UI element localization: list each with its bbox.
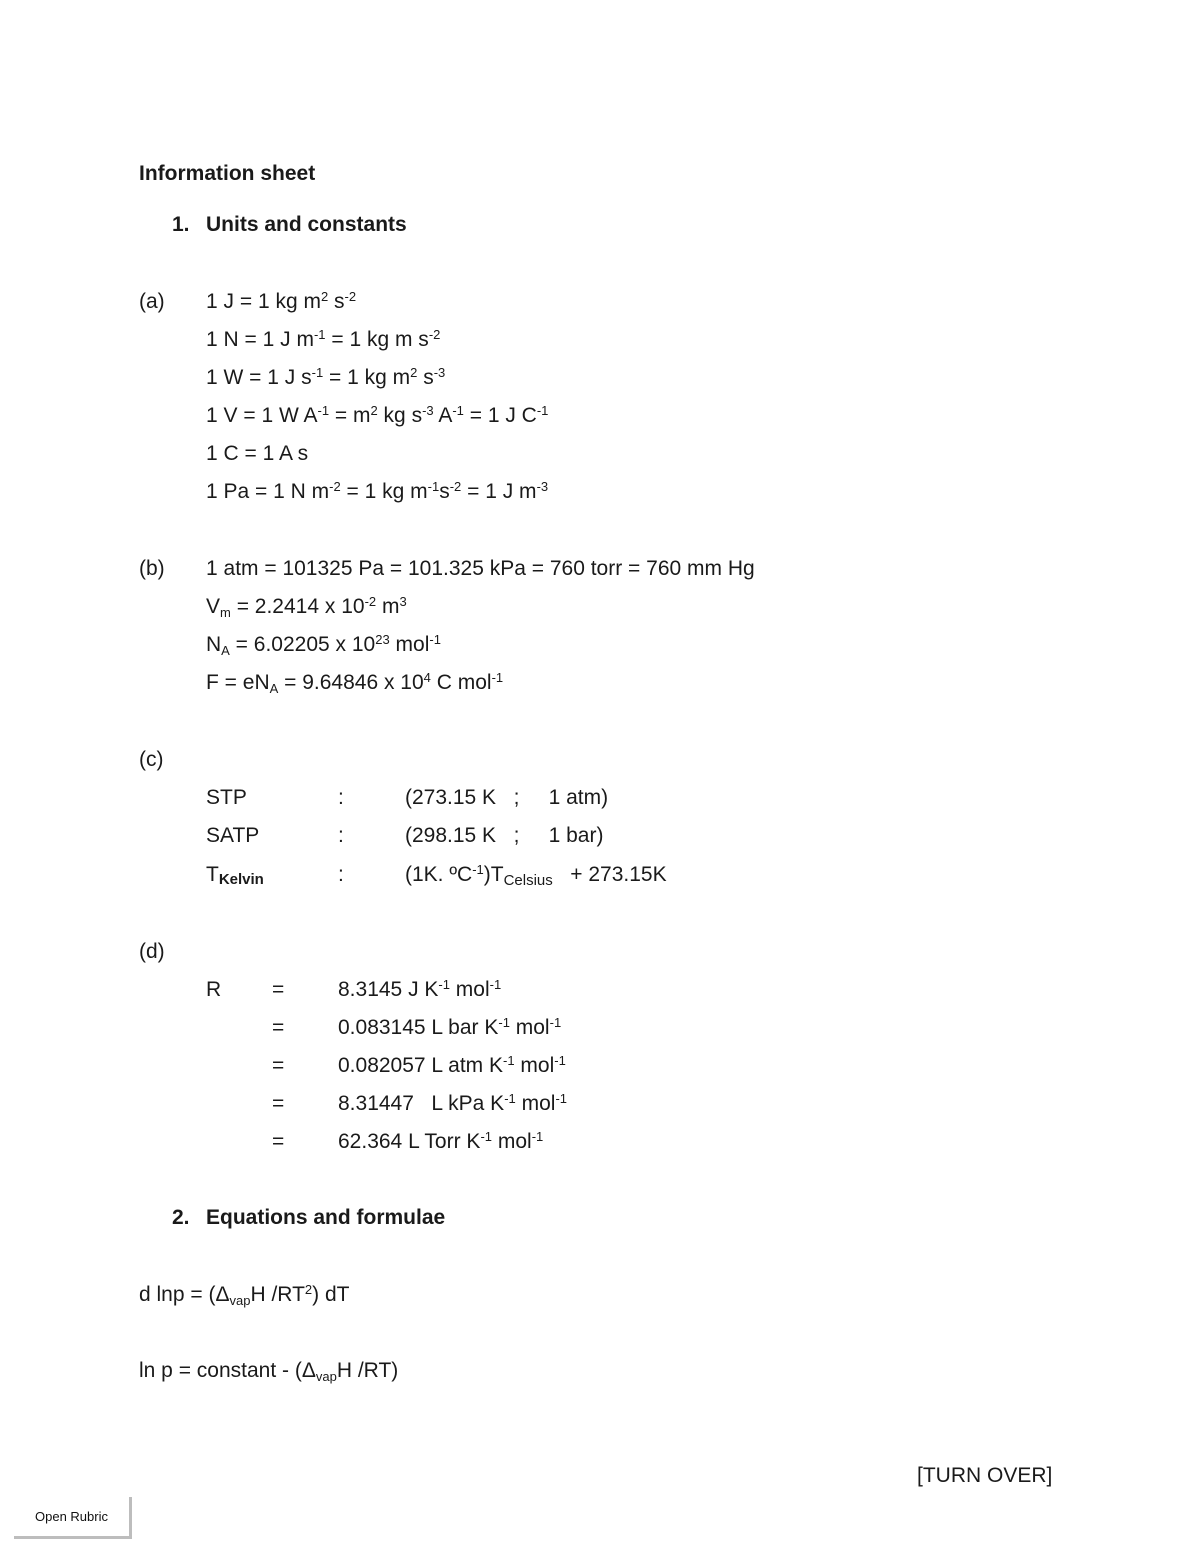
unit-pascal: 1 Pa = 1 N $m^{-2} = 1$ kg $m^{-1}s^{-2} = 1$ J $m^{-3}$ — [206, 479, 549, 503]
kelvin-name: TKelvin — [206, 863, 264, 888]
gas-constant-value: 8.31447 L kPa $K^{-1}$ mol$^{-1}$ — [338, 1091, 567, 1115]
stp-value: (273.15 K ; 1 atm) — [405, 786, 609, 809]
unit-coulomb: 1 C = 1 A s — [206, 442, 309, 465]
gas-constant-value: 8.3145 J $K^{-1}$ mol$^{-1}$ — [338, 977, 502, 1001]
molar-volume: $V_m = 2.2414$ x $10^{-2}$ $m^3$ — [206, 594, 407, 620]
clausius-clapeyron-differential: d $\ln p = (\Delta_{vap}H$ $/RT^2$) dT — [139, 1282, 350, 1308]
page-title: Information sheet — [139, 162, 316, 185]
gas-constant-value: 0.083145 L bar $K^{-1}$ mol$^{-1}$ — [338, 1015, 562, 1039]
equals-sign: = — [272, 1092, 285, 1115]
equals-sign: = — [272, 1054, 285, 1077]
section-2-number: 2. — [172, 1206, 190, 1229]
open-rubric-button[interactable]: Open Rubric — [14, 1497, 132, 1539]
stp-separator: : — [338, 786, 344, 809]
turn-over-note: [TURN OVER] — [917, 1464, 1053, 1487]
satp-name: SATP — [206, 824, 260, 847]
gas-constant-symbol: R — [206, 978, 222, 1001]
unit-watt: 1 W = 1 J $s^{-1} = 1$ kg $m^2$ $s^{-3}$ — [206, 365, 446, 389]
equals-sign: = — [272, 1016, 285, 1039]
equals-sign: = — [272, 978, 285, 1001]
faraday-constant: $F = eN_A = 9.64846$ x $10^4$ C mol$^{-1}$ — [206, 670, 504, 696]
gas-constant-value: 0.082057 L atm $K^{-1}$ mol$^{-1}$ — [338, 1053, 566, 1077]
part-b-label: (b) — [139, 557, 165, 580]
part-c-label: (c) — [139, 748, 164, 771]
unit-joule: 1 J = 1 kg $m^2$ $s^{-2}$ — [206, 289, 357, 313]
atm-conversion: 1 atm = 101325 Pa = 101.325 kPa = 760 torr = 760 mm Hg — [206, 557, 755, 580]
satp-value: (298.15 K ; 1 bar) — [405, 824, 604, 847]
unit-volt: 1 V = 1 W $A^{-1} = m^2$ kg $s^{-3}$ $A^{-1} = 1$ J $C^{-1}$ — [206, 403, 549, 427]
kelvin-conversion: (1K. $ºC^{-1})T_{Celsius} + 273.15K$ — [405, 862, 667, 889]
clausius-clapeyron-integrated: ln p = constant - ($\Delta_{vap}H$ /RT) — [139, 1359, 399, 1384]
avogadro-constant: $N_A = 6.02205$ x $10^{23}$ mol$^{-1}$ — [206, 632, 441, 658]
satp-separator: : — [338, 824, 344, 847]
stp-name: STP — [206, 786, 247, 809]
section-2-title: Equations and formulae — [206, 1206, 446, 1229]
section-1-title: Units and constants — [206, 213, 407, 236]
equals-sign: = — [272, 1130, 285, 1153]
kelvin-separator: : — [338, 863, 344, 886]
part-a-label: (a) — [139, 290, 165, 313]
gas-constant-value: 62.364 L Torr $K^{-1}$ mol$^{-1}$ — [338, 1129, 544, 1153]
unit-newton: 1 N = 1 J $m^{-1} = 1$ kg m $s^{-2}$ — [206, 327, 441, 351]
part-d-label: (d) — [139, 940, 165, 963]
section-1-number: 1. — [172, 213, 190, 236]
